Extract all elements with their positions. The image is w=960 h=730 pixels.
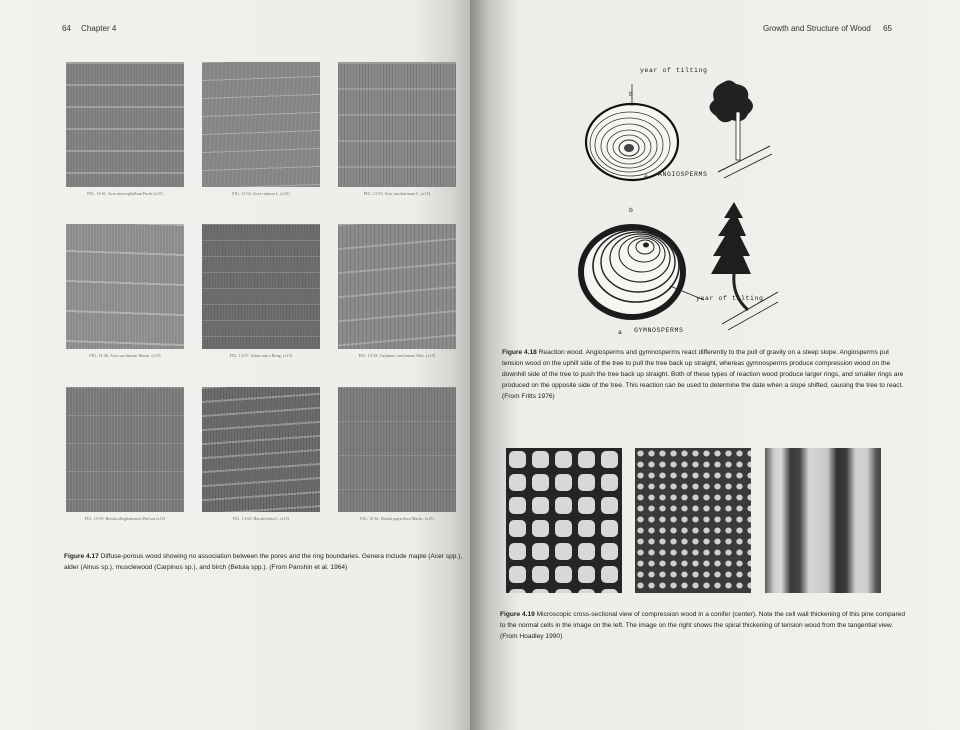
normal-cells-pattern	[506, 448, 622, 593]
right-running-head	[763, 24, 892, 33]
wood-photo-2	[202, 62, 320, 196]
reaction-wood-diagram	[574, 54, 784, 344]
micrograph-normal-cells	[506, 448, 622, 593]
figure-text: Diffuse-porous wood showing no association between the pores and the ring boundaries. Genera include maple (Acer spp.), alder (Alnus sp.), musclewood (Carpinus sp.), and birch (Betula spp.). (From Panshin et al. 1964)	[64, 553, 463, 571]
figure-text: Microscopic cross-sectional view of compression wood in a conifer (center). Note the cell wall thickening of this pine compared to the normal cells in the image on the left. The image on the right shows the spiral thickening of tension wood from the tangential view. (From Hoadley 1990)	[500, 611, 905, 640]
gymnosperms-label: GYMNOSPERMS	[634, 327, 684, 334]
wood-photo-5	[202, 224, 320, 358]
figure-label: Figure 4.19	[500, 611, 535, 618]
marker-a-top: a	[644, 173, 649, 180]
wood-photo-3	[338, 62, 456, 196]
photo-caption: FIG. 13-53. Acer saccharinum L. (x15)	[363, 191, 431, 196]
micrograph-compression-wood	[635, 448, 751, 593]
wood-texture	[338, 387, 456, 512]
wood-texture	[202, 62, 320, 187]
wood-photo-4	[66, 224, 184, 358]
marker-b-bottom: b	[629, 207, 634, 214]
photo-caption: FIG. 13-57. Alnus rubra Bong. (x15)	[229, 353, 293, 358]
wood-photo-9	[338, 387, 456, 521]
running-head-title: Growth and Structure of Wood	[762, 24, 871, 33]
gymnosperm-cross-section	[578, 224, 704, 320]
year-label-top: year of tilting	[640, 67, 708, 74]
photo-caption: FIG. 13-56. Acer saccharum Marsh. (x15)	[89, 353, 161, 358]
year-label-bottom: year of tilting	[696, 295, 764, 302]
right-page-number: 65	[883, 24, 892, 33]
wood-texture	[66, 62, 184, 187]
wood-texture	[338, 224, 456, 349]
left-running-head	[62, 24, 116, 33]
photo-caption: FIG. 13-61. Acer macrophyllum Pursh (x15)	[87, 191, 163, 196]
left-page	[0, 0, 470, 730]
wood-photo-8	[202, 387, 320, 521]
left-page-number: 64	[62, 24, 71, 33]
compression-wood-pattern	[635, 448, 751, 593]
photo-caption: FIG. 13-60. Betula lenta L. (x15)	[232, 516, 290, 521]
photo-caption: FIG. 13-58. Carpinus caroliniana Walt. (x15)	[358, 353, 436, 358]
marker-a-bottom: a	[618, 329, 623, 336]
photo-caption: FIG. 13-61. Betula papyrifera Marsh. (x15)	[360, 516, 434, 521]
figure-text: Reaction wood. Angiosperms and gymnosperms react differently to the pull of gravity on a steep slope. Angiosperms put tension wood on the uphill side of the tree to pull the tree back up straight, whereas gymnosperms produce compression wood on the downhill side of the tree to push the tree back up straight. Both of these types of reaction wood produce larger rings, and smaller rings are produced on the opposite side of the tree. This reaction can be used to determine the date when a slope shifted, causing the tree to react. (From Fritts 1976)	[502, 349, 904, 400]
wood-texture	[338, 62, 456, 187]
figure-label: Figure 4.18	[502, 349, 537, 356]
wood-texture	[66, 387, 184, 512]
wood-texture	[202, 387, 320, 512]
micrograph-tension-wood	[765, 448, 881, 593]
figure-4-18-caption	[502, 347, 904, 402]
angiosperm-cross-section	[586, 84, 678, 180]
reaction-wood-svg	[574, 54, 784, 344]
angiosperm-tree-icon	[709, 80, 772, 178]
figure-4-19-caption	[500, 609, 906, 642]
wood-photo-6	[338, 224, 456, 358]
wood-texture	[66, 224, 184, 349]
marker-b-top: b	[629, 91, 634, 98]
figure-label: Figure 4.17	[64, 553, 99, 560]
photo-caption: FIG. 13-52. Acer rubrum L. (x15)	[232, 191, 290, 196]
photo-caption: FIG. 13-59. Betula alleghaniensis Britton (x15)	[84, 516, 166, 521]
gymnosperm-tree-icon	[711, 202, 778, 330]
figure-4-17-caption	[64, 551, 464, 573]
wood-texture	[202, 224, 320, 349]
angiosperms-label: ANGIOSPERMS	[658, 171, 708, 178]
chapter-title: Chapter 4	[81, 24, 117, 33]
wood-photo-7	[66, 387, 184, 521]
wood-photo-1	[66, 62, 184, 196]
